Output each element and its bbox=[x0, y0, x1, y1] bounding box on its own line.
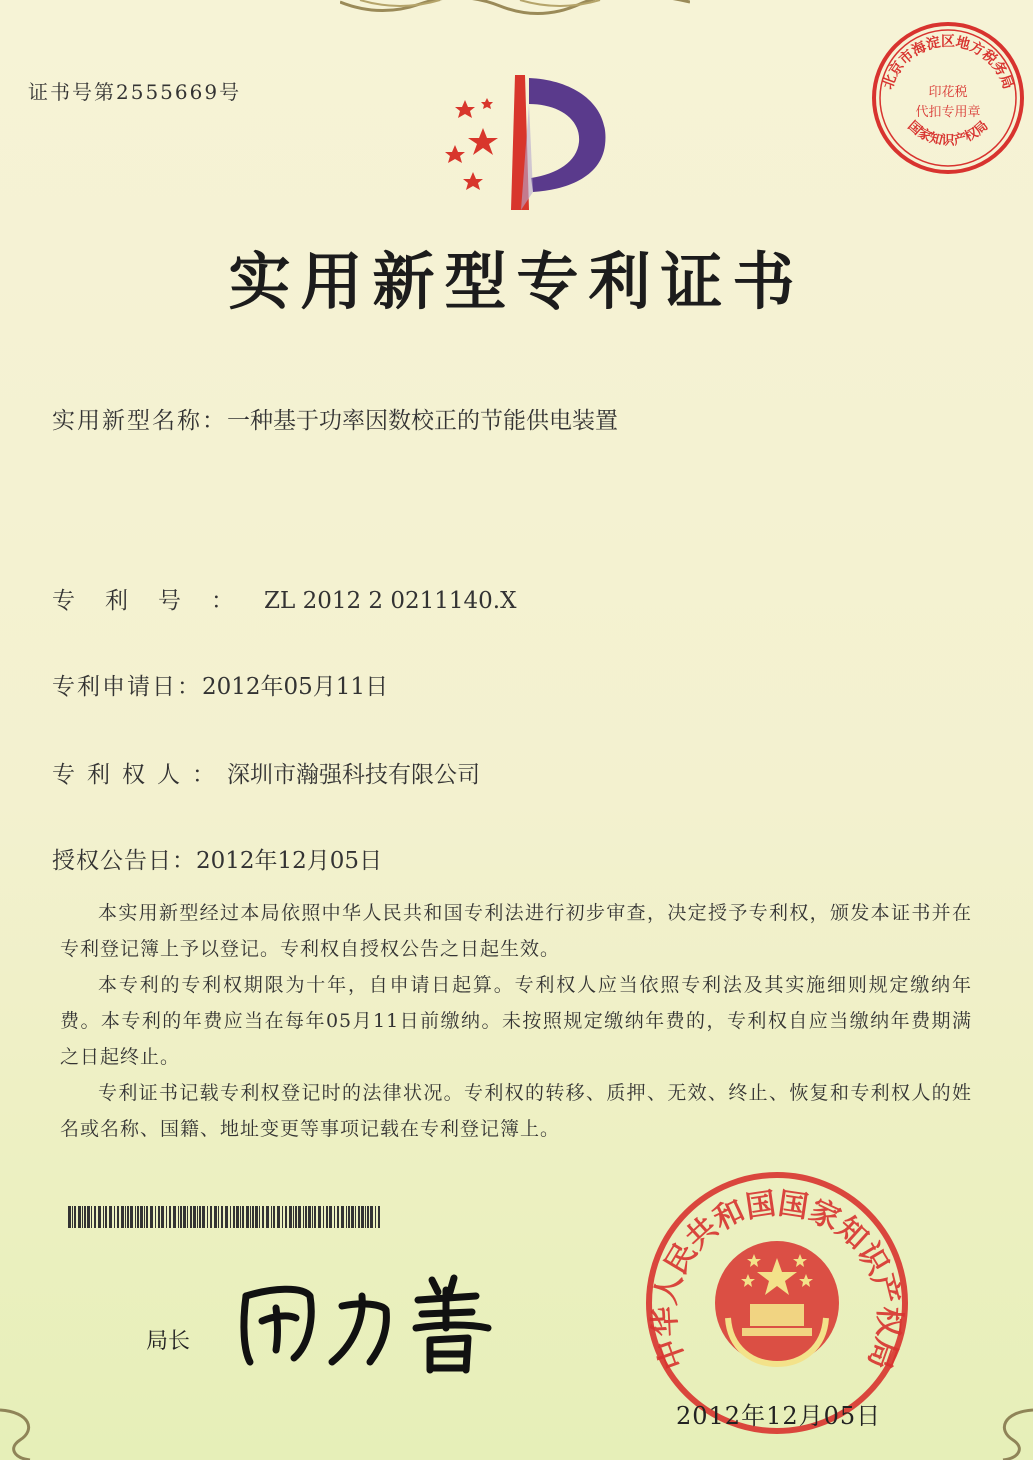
patent-number-label: 专利号： bbox=[52, 588, 264, 614]
utility-model-name-field bbox=[52, 402, 618, 435]
patent-holder-field bbox=[52, 756, 480, 789]
corner-ornament-icon bbox=[989, 1400, 1033, 1460]
tax-stamp-seal-icon bbox=[868, 18, 1028, 178]
certificate-title: 实用新型专利证书 bbox=[228, 245, 805, 318]
body-paragraph-3: 专利证书记载专利权登记时的法律状况。专利权的转移、质押、无效、终止、恢复和专利权人的姓名或名称、国籍、地址变更等事项记载在专利登记簿上。 bbox=[60, 1082, 972, 1140]
name-value: 一种基于功率因数校正的节能供电装置 bbox=[227, 408, 618, 434]
body-paragraph-2: 本专利的专利权期限为十年，自申请日起算。专利权人应当依照专利法及其实施细则规定缴纳年费。本专利的年费应当在每年05月11日前缴纳。未按照规定缴纳年费的，专利权自应当缴纳年费期满之日起终止。 bbox=[60, 974, 972, 1068]
tax-seal-center-line1: 印花税 bbox=[928, 85, 968, 100]
application-date-value: 2012年05月11日 bbox=[202, 674, 389, 700]
barcode-icon bbox=[68, 1206, 380, 1228]
announcement-date-field bbox=[52, 842, 382, 875]
top-ornament-icon bbox=[340, 0, 690, 16]
svg-text:国家知识产权局 bbox=[905, 118, 992, 149]
patent-number-value: ZL 2012 2 0211140.X bbox=[264, 588, 517, 614]
application-date-field bbox=[52, 668, 388, 701]
announcement-date-value: 2012年12月05日 bbox=[196, 848, 383, 874]
tax-seal-center-line2: 代扣专用章 bbox=[915, 105, 981, 120]
body-paragraph-1: 本实用新型经过本局依照中华人民共和国专利法进行初步审查，决定授予专利权，颁发本证书并在专利登记簿上予以登记。专利权自授权公告之日起生效。 bbox=[60, 902, 972, 960]
name-label: 实用新型名称： bbox=[52, 408, 227, 434]
tax-seal-outer-text: 北京市海淀区地方税务局 bbox=[880, 34, 1016, 92]
certificate-body bbox=[60, 895, 972, 1147]
seal-date: 2012年12月05日 bbox=[676, 1402, 882, 1430]
corner-ornament-icon bbox=[0, 1400, 44, 1460]
tax-seal-bottom-text: 国家知识产权局 bbox=[904, 118, 992, 149]
announcement-date-label: 授权公告日： bbox=[52, 848, 196, 874]
patent-holder-value: 深圳市瀚强科技有限公司 bbox=[227, 762, 480, 788]
patent-number-field bbox=[52, 582, 516, 615]
director-label: 局长 bbox=[146, 1329, 191, 1354]
signature-icon bbox=[232, 1266, 522, 1376]
certificate-number: 证书号第2555669号 bbox=[28, 80, 242, 104]
patent-holder-label: 专利权人： bbox=[52, 762, 227, 788]
patent-office-emblem-icon bbox=[425, 70, 625, 230]
application-date-label: 专利申请日： bbox=[52, 674, 202, 700]
office-seal-ring-text: 中华人民共和国国家知识产权局 bbox=[647, 1186, 907, 1374]
